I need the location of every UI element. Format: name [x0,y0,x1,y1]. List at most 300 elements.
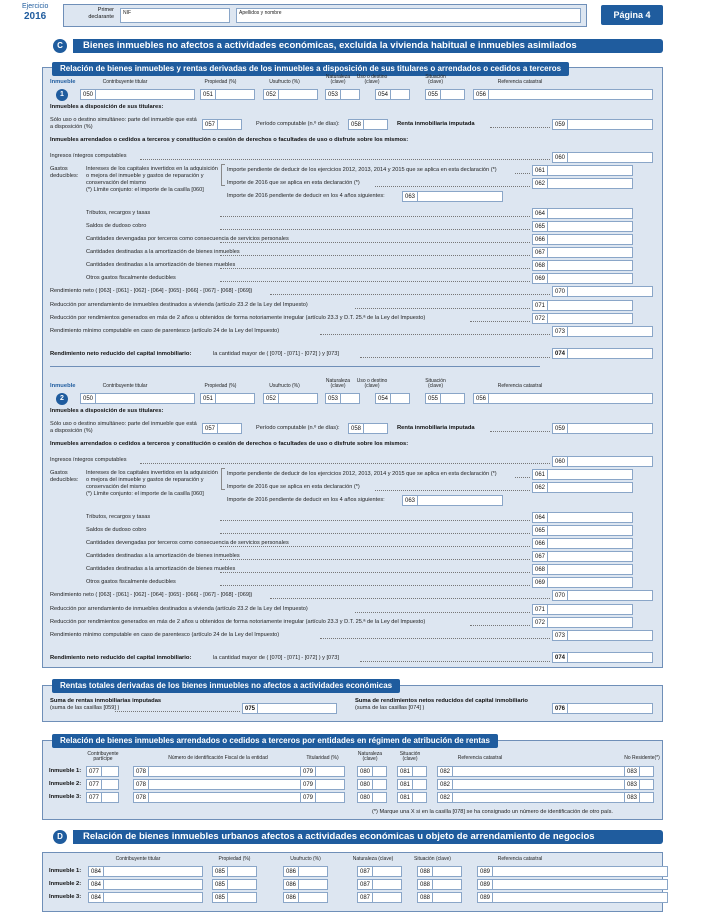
input-072[interactable] [547,313,633,324]
input-081[interactable] [412,792,427,803]
code-086: 086 [283,879,299,890]
dots [220,229,530,230]
gastos-label: Gastos deducibles: [50,470,79,483]
dots [320,334,550,335]
input-068[interactable] [547,260,633,271]
amort_mue-label: Cantidades destinadas a la amortización de bienes muebles [86,566,236,572]
dots [490,127,550,128]
code-078: 078 [133,792,149,803]
code-088: 088 [417,892,433,903]
code-078: 078 [133,766,149,777]
arrendados-title: Inmuebles arrendados o cedidos a terceros y constitución o cesión de derechos o facultades de uso o disfrute sobre los mismos: [50,137,409,143]
atribucion-nota: (*) Marque una X si en la casilla [078] se ha consignado un número de identificación de otro país. [372,809,613,815]
input-076[interactable] [567,703,653,714]
code-059: 059 [552,119,568,130]
input-082[interactable] [452,766,637,777]
dots [320,638,550,639]
code-079: 079 [300,792,316,803]
code-063: 063 [402,495,418,506]
cantidades_terceros-label: Cantidades devengadas por terceros como consecuencia de servicios personales [86,236,289,242]
input-077[interactable] [101,766,119,777]
section-d-title: Relación de bienes inmuebles urbanos afectos a actividades económicas u objeto de arrendamiento de negocios [73,830,663,844]
code-077: 077 [86,779,102,790]
d-row-label: Inmueble 3: [49,894,82,900]
input-080[interactable] [372,766,387,777]
usufructo-input[interactable] [278,393,318,404]
code-062: 062 [532,482,548,493]
input-077[interactable] [101,792,119,803]
code-073: 073 [552,326,568,337]
minimo-label: Rendimiento mínimo computable en caso de parentesco (artículo 24 de la Ley del Impuesto) [50,328,280,334]
input-062[interactable] [547,178,633,189]
d-col-referencia: Referencia catastral [497,856,543,862]
col-propiedad: Propiedad (%) [204,79,237,85]
inmueble-label: Inmueble [50,383,76,389]
nif-label: NIF [123,10,132,16]
input-067[interactable] [547,247,633,258]
disposicion-title: Inmuebles a disposición de sus titulares: [50,408,164,414]
code-071: 071 [532,604,548,615]
saldos-label: Saldos de dudoso cobro [86,223,147,229]
contribuyente-input[interactable] [95,89,195,100]
code-064: 064 [532,208,548,219]
code-087: 087 [357,892,373,903]
code-080: 080 [357,766,373,777]
code-070: 070 [552,286,568,297]
col-propiedad: Propiedad (%) [204,383,237,389]
code-083: 083 [624,766,640,777]
input-088[interactable] [432,892,462,903]
input-089[interactable] [492,866,668,877]
code-081: 081 [397,766,413,777]
code-065: 065 [532,525,548,536]
situacion-input[interactable] [440,393,465,404]
atr-col-contrib: Contribuyente partícipe [87,751,119,762]
input-083[interactable] [639,766,654,777]
neto-label: Rendimiento neto ( [063] - [061] - [062] - [064] - [065] - [066] - [067] - [068] - [069]) [50,592,253,598]
inmueble-label: Inmueble [50,79,76,85]
dots [220,533,530,534]
code-059: 059 [552,423,568,434]
suma-imputadas-sub: (suma de las casillas [059] ) [50,705,120,711]
code-080: 080 [357,792,373,803]
input-069[interactable] [547,273,633,284]
code-088: 088 [417,866,433,877]
col-naturaleza: Naturaleza (clave) [325,378,351,389]
brace [221,468,225,490]
input-064[interactable] [547,208,633,219]
col-uso: Uso o destino (clave) [356,378,388,389]
code-067: 067 [532,551,548,562]
atribucion-title: Relación de bienes inmuebles arrendados o cedidos a terceros por entidades en régimen de atribución de rentas [52,734,498,748]
pend-2012-label: Importe pendiente de deducir de los ejercicios 2012, 2013, 2014 y 2015 que se aplica en esta declaración (*) [227,167,497,173]
input-087[interactable] [372,879,402,890]
periodo-label: Período computable (n.º de días): [256,425,340,431]
limite-label: (*) Límite conjunto: el importe de la casilla [060] [86,491,204,497]
input-085[interactable] [227,892,257,903]
amort_mue-label: Cantidades destinadas a la amortización de bienes muebles [86,262,236,268]
intereses-label: Intereses de los capitales invertidos en la adquisición o mejora del inmueble y gastos de reparación y conservación del mismo [86,166,218,186]
code-070: 070 [552,590,568,601]
code-058: 058 [348,119,364,130]
page-number: Página 4 [601,5,663,25]
code-068: 068 [532,564,548,575]
dots [515,477,530,478]
code-078: 078 [133,779,149,790]
suma-imputadas-label: Suma de rentas inmobiliarias imputadas [50,698,162,704]
input-080[interactable] [372,792,387,803]
dots [270,598,550,599]
dots [140,463,550,464]
input-087[interactable] [372,866,402,877]
code-089: 089 [477,879,493,890]
amort_inm-label: Cantidades destinadas a la amortización de bienes inmuebles [86,553,240,559]
dots [270,294,550,295]
atr-col-nif: Número de identificación Fiscal de la entidad [168,755,268,761]
tributos-label: Tributos, recargos y tasas [86,514,151,520]
code-055: 055 [425,393,441,404]
dots [220,216,530,217]
propiedad-input[interactable] [215,393,255,404]
brace [221,164,225,186]
input-079[interactable] [315,779,345,790]
atr-col-titularidad: Titularidad (%) [306,755,339,761]
input-061[interactable] [547,165,633,176]
code-053: 053 [325,393,341,404]
input-066[interactable] [547,234,633,245]
renta-imputada-label: Renta inmobiliaria imputada [397,425,475,431]
situacion-input[interactable] [440,89,465,100]
input-069[interactable] [547,577,633,588]
input-058[interactable] [363,119,388,130]
code-060: 060 [552,456,568,467]
code-063: 063 [402,191,418,202]
input-063[interactable] [417,495,503,506]
code-066: 066 [532,234,548,245]
input-067[interactable] [547,551,633,562]
input-078[interactable] [148,779,308,790]
primer-declarante-label: Primer declarante [88,7,114,20]
apellidos-label: Apellidos y nombre [239,10,282,16]
code-068: 068 [532,260,548,271]
col-usufructo: Usufructo (%) [269,79,300,85]
dots [220,585,530,586]
aplica-2016-label: Importe de 2016 que se aplica en esta declaración (*) [227,180,360,186]
atr-row-label: Inmueble 1: [49,768,82,774]
input-088[interactable] [432,866,462,877]
code-075: 075 [242,703,258,714]
input-062[interactable] [547,482,633,493]
input-058[interactable] [363,423,388,434]
atr-row-label: Inmueble 3: [49,794,82,800]
periodo-label: Período computable (n.º de días): [256,121,340,127]
referencia-input[interactable] [488,393,653,404]
reducido-label-b: Rendimiento neto reducido del capital inmobiliario: [50,655,192,661]
code-086: 086 [283,866,299,877]
dots [140,159,550,160]
solo-uso-label: Sólo uso o destino simultáneo: parte del inmueble que está a disposición (%) [50,117,197,130]
code-085: 085 [212,879,228,890]
divider [50,366,540,367]
minimo-label: Rendimiento mínimo computable en caso de parentesco (artículo 24 de la Ley del Impuesto) [50,632,280,638]
input-079[interactable] [315,766,345,777]
input-073[interactable] [567,326,653,337]
input-061[interactable] [547,469,633,480]
code-082: 082 [437,792,453,803]
code-083: 083 [624,779,640,790]
input-068[interactable] [547,564,633,575]
col-contribuyente: Contribuyente titular [102,383,148,389]
input-071[interactable] [547,300,633,311]
atr-col-situacion: Situación (clave) [399,751,421,762]
code-082: 082 [437,779,453,790]
input-078[interactable] [148,766,308,777]
dots [355,308,530,309]
dots [490,431,550,432]
dots [360,357,550,358]
d-col-situacion: Situación (clave) [414,856,451,862]
reduccion-arr-label: Reducción por arrendamiento de inmuebles destinados a vivienda (artículo 23.2 de la Ley del Impuesto) [50,302,308,308]
code-052: 052 [263,393,279,404]
input-059[interactable] [567,119,653,130]
dots [220,559,530,560]
input-065[interactable] [547,221,633,232]
code-060: 060 [552,152,568,163]
otros-label: Otros gastos fiscalmente deducibles [86,275,176,281]
reducido-label-r: la cantidad mayor de ( [070] - [071] - [072] ) y [073] [213,655,339,661]
code-069: 069 [532,577,548,588]
cantidades_terceros-label: Cantidades devengadas por terceros como consecuencia de servicios personales [86,540,289,546]
input-086[interactable] [298,879,328,890]
limite-label: (*) Límite conjunto: el importe de la casilla [060] [86,187,204,193]
totales-title: Rentas totales derivadas de los bienes inmuebles no afectos a actividades económicas [52,679,400,693]
d-row-label: Inmueble 2: [49,881,82,887]
input-084[interactable] [103,892,203,903]
input-074[interactable] [567,348,653,359]
code-050: 050 [80,89,96,100]
dots [220,268,530,269]
reduccion-irr-label: Reducción por rendimientos generados en más de 2 años u obtenidos de forma notoriamente irregular (artículo 23.3 y D.T. 25.ª de la Ley del Impuesto) [50,619,426,625]
reducido-label-b: Rendimiento neto reducido del capital inmobiliario: [50,351,192,357]
input-060[interactable] [567,152,653,163]
section-d-letter: D [53,830,67,844]
dots [220,281,530,282]
dots [375,186,530,187]
code-053: 053 [325,89,341,100]
reducido-label-r: la cantidad mayor de ( [070] - [071] - [072] ) y [073] [213,351,339,357]
col-situacion: Situación (clave) [425,378,446,389]
section-c-letter: C [53,39,67,53]
input-057[interactable] [217,119,242,130]
input-070[interactable] [567,590,653,601]
code-073: 073 [552,630,568,641]
code-088: 088 [417,879,433,890]
input-075[interactable] [257,703,337,714]
code-054: 054 [375,89,391,100]
code-061: 061 [532,469,548,480]
aplica-2016-label: Importe de 2016 que se aplica en esta declaración (*) [227,484,360,490]
input-071[interactable] [547,604,633,615]
reduccion-irr-label: Reducción por rendimientos generados en más de 2 años u obtenidos de forma notoriamente irregular (artículo 23.3 y D.T. 25.ª de la Ley del Impuesto) [50,315,426,321]
code-071: 071 [532,300,548,311]
ejercicio-year: 2016 [24,11,47,22]
d-col-usufructo: Usufructo (%) [290,856,321,862]
input-060[interactable] [567,456,653,467]
input-081[interactable] [412,766,427,777]
code-057: 057 [202,423,218,434]
naturaleza-input[interactable] [340,393,360,404]
code-074: 074 [552,652,568,663]
input-074[interactable] [567,652,653,663]
col-contribuyente: Contribuyente titular [102,79,148,85]
pend-4-label: Importe de 2016 pendiente de deducir en los 4 años siguientes: [227,193,385,199]
input-082[interactable] [452,779,637,790]
dots [360,661,550,662]
code-051: 051 [200,393,216,404]
col-referencia: Referencia catastral [497,383,543,389]
dots [220,255,530,256]
code-072: 072 [532,313,548,324]
input-085[interactable] [227,866,257,877]
code-087: 087 [357,879,373,890]
code-057: 057 [202,119,218,130]
input-070[interactable] [567,286,653,297]
atr-row-label: Inmueble 2: [49,781,82,787]
ingresos-label: Ingresos íntegros computables [50,153,127,159]
dots [375,490,530,491]
code-082: 082 [437,766,453,777]
input-083[interactable] [639,779,654,790]
input-084[interactable] [103,866,203,877]
reduccion-arr-label: Reducción por arrendamiento de inmuebles destinados a vivienda (artículo 23.2 de la Ley del Impuesto) [50,606,308,612]
uso-input[interactable] [390,89,410,100]
code-074: 074 [552,348,568,359]
d-col-propiedad: Propiedad (%) [218,856,251,862]
neto-label: Rendimiento neto ( [063] - [061] - [062] - [064] - [065] - [066] - [067] - [068] - [069]) [50,288,253,294]
code-065: 065 [532,221,548,232]
inmuebles-panel-title: Relación de bienes inmuebles y rentas derivadas de los inmuebles a disposición de sus titulares o arrendados o cedidos a terceros [52,62,569,76]
code-084: 084 [88,879,104,890]
pend-4-label: Importe de 2016 pendiente de deducir en los 4 años siguientes: [227,497,385,503]
code-067: 067 [532,247,548,258]
col-naturaleza: Naturaleza (clave) [325,74,351,85]
input-088[interactable] [432,879,462,890]
input-073[interactable] [567,630,653,641]
input-080[interactable] [372,779,387,790]
code-050: 050 [80,393,96,404]
code-076: 076 [552,703,568,714]
code-056: 056 [473,89,489,100]
input-085[interactable] [227,879,257,890]
inmueble-number: 2 [56,393,68,405]
pend-2012-label: Importe pendiente de deducir de los ejercicios 2012, 2013, 2014 y 2015 que se aplica en esta declaración (*) [227,471,497,477]
code-072: 072 [532,617,548,628]
input-086[interactable] [298,866,328,877]
gastos-label: Gastos deducibles: [50,166,79,179]
code-052: 052 [263,89,279,100]
input-078[interactable] [148,792,308,803]
intereses-label: Intereses de los capitales invertidos en la adquisición o mejora del inmueble y gastos de reparación y conservación del mismo [86,470,218,490]
suma-rend-sub: (suma de las casillas [074] ) [355,705,425,711]
input-066[interactable] [547,538,633,549]
code-079: 079 [300,779,316,790]
amort_inm-label: Cantidades destinadas a la amortización de bienes inmuebles [86,249,240,255]
referencia-input[interactable] [488,89,653,100]
input-082[interactable] [452,792,637,803]
atr-col-naturaleza: Naturaleza (clave) [357,751,383,762]
disposicion-title: Inmuebles a disposición de sus titulares: [50,104,164,110]
d-col-contrib: Contribuyente titular [115,856,161,862]
nif-field[interactable] [120,8,230,23]
col-uso: Uso o destino (clave) [356,74,388,85]
code-069: 069 [532,273,548,284]
code-079: 079 [300,766,316,777]
code-077: 077 [86,766,102,777]
input-079[interactable] [315,792,345,803]
code-085: 085 [212,866,228,877]
code-086: 086 [283,892,299,903]
dots [220,572,530,573]
input-081[interactable] [412,779,427,790]
input-065[interactable] [547,525,633,536]
code-081: 081 [397,779,413,790]
code-081: 081 [397,792,413,803]
propiedad-input[interactable] [215,89,255,100]
contribuyente-input[interactable] [95,393,195,404]
atr-col-noresidente: No Residente(*) [624,755,660,761]
uso-input[interactable] [390,393,410,404]
code-080: 080 [357,779,373,790]
tributos-label: Tributos, recargos y tasas [86,210,151,216]
input-057[interactable] [217,423,242,434]
suma-rend-label: Suma de rendimientos netos reducidos del capital inmobiliario [355,698,528,704]
code-055: 055 [425,89,441,100]
input-089[interactable] [492,879,668,890]
d-row-label: Inmueble 1: [49,868,82,874]
code-077: 077 [86,792,102,803]
dots [515,173,530,174]
input-077[interactable] [101,779,119,790]
input-063[interactable] [417,191,503,202]
solo-uso-label: Sólo uso o destino simultáneo: parte del inmueble que está a disposición (%) [50,421,197,434]
code-084: 084 [88,892,104,903]
usufructo-input[interactable] [278,89,318,100]
apellidos-field[interactable] [236,8,581,23]
input-059[interactable] [567,423,653,434]
input-087[interactable] [372,892,402,903]
renta-imputada-label: Renta inmobiliaria imputada [397,121,475,127]
code-062: 062 [532,178,548,189]
dots [220,242,530,243]
input-084[interactable] [103,879,203,890]
code-083: 083 [624,792,640,803]
dots [470,625,530,626]
ejercicio-label: Ejercicio [22,3,49,10]
input-089[interactable] [492,892,668,903]
input-064[interactable] [547,512,633,523]
code-058: 058 [348,423,364,434]
dots [220,546,530,547]
atr-col-referencia: Referencia catastral [457,755,503,761]
code-084: 084 [88,866,104,877]
input-086[interactable] [298,892,328,903]
input-072[interactable] [547,617,633,628]
input-083[interactable] [639,792,654,803]
naturaleza-input[interactable] [340,89,360,100]
code-054: 054 [375,393,391,404]
code-087: 087 [357,866,373,877]
dots [115,711,240,712]
